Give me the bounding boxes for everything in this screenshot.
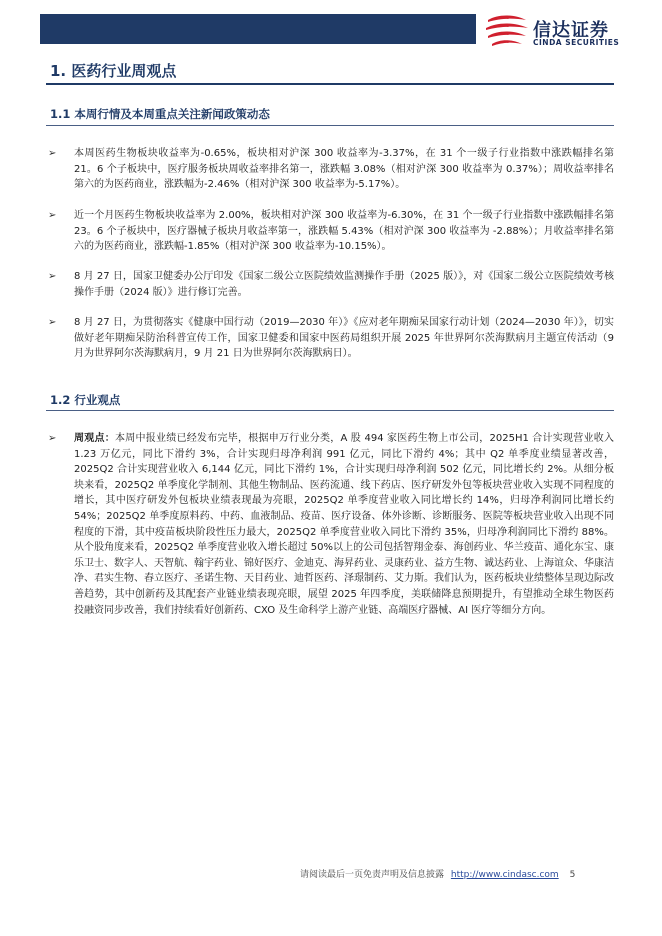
header-band [40,14,476,44]
view-text: 本周中报业绩已经发布完毕，根据申万行业分类，A 股 494 家医药生物上市公司，2025H1 合计实现营业收入 1.23 万亿元，同比下滑约 3%，合计实现归母净利润 991 亿元，同比下滑约 4%；其中 Q2 单季度业绩显著改善，2025Q2 合计实现营业收入 6,144 亿元，同比下滑约 1%，合计实现归母净利润 502 亿元，同比增长约 2%。从细分板块来看，2025Q2 单季度化学制剂、其他生物制品、医药流通、线下药店、医疗研发外包等板块营业收入实现不同程度的增长，其中医疗研发外包板块业绩表现最为亮眼，2025Q2 单季度营业收入同比增长约 14%，归母净利润同比增长约 54%；2025Q2 单季度原料药、中药、血液制品、疫苗、医疗设备、体外诊断、诊断服务、医院等板块营业收入出现不同程度的下滑，其中疫苗板块阶段性压力最大，2025Q2 单季度营业收入同比下滑约 35%，归母净利润同比下滑约 88%。从个股角度来看，2025Q2 单季度营业收入增长超过 50%以上的公司包括智翔金泰、海创药业、华兰疫苗、通化东宝、康乐卫士、数字人、天智航、翰宇药业、锦好医疗、金迪克、海昇药业、灵康药业、益方生物、诚达药业、上海谊众、华康洁净、君实生物、舂立医疗、圣诺生物、天目药业、迪哲医药、泽璟制药、艾力斯。我们认为，医药板块业绩整体呈现边际改善趋势，其中创新药及其配套产业链业绩表现亮眼，展望 2025 年四季度，美联储降息预期提升，有望推动全球生物医药投融资同步改善，我们持续看好创新药、CXO 及生命科学上游产业链、高端医疗器械、AI 医疗等细分方向。 [74,433,615,616]
logo-text-cn: 信达证券 [533,20,609,41]
subsection-rule-view [46,410,614,411]
section-title-rule [46,83,614,85]
arrow-bullet-icon: ➢ [48,317,57,328]
section-title: 1. 医药行业周观点 [50,62,177,80]
footer [300,867,575,880]
weekly-paragraph-2: 近一个月医药生物板块收益率为 2.00%，板块相对沪深 300 收益率为-6.30%，在 31 个一级子行业指数中涨跌幅排名第 23。6 个子板块中，医疗器械子板块月收益率第一，涨跌幅 5.43%（相对沪深 300 收益率为 -2.88%）；月收益率排名第六的为医药商业，涨跌幅-1.85%（相对沪深 300 收益率为-10.15%）。 [74,210,614,253]
arrow-bullet-icon: ➢ [48,433,57,444]
weekly-paragraph-3: 8 月 27 日，国家卫健委办公厅印发《国家二级公立医院绩效监测操作手册（2025 版）》，对《国家二级公立医院绩效考核操作手册（2024 版）》进行修订完善。 [74,271,614,298]
arrow-bullet-icon: ➢ [48,210,57,221]
view-label: 周观点： [74,433,116,444]
subsection-title-weekly: 1.1 本周行情及本周重点关注新闻政策动态 [50,107,270,121]
logo-text-en: CINDA SECURITIES [533,38,620,47]
industry-view-paragraph [74,431,614,618]
subsection-rule-weekly [46,125,614,126]
page-number: 5 [569,870,576,880]
footer-disclaimer: 请阅读最后一页免责声明及信息披露 [300,870,445,880]
cinda-logo [484,12,624,52]
weekly-paragraph-4: 8 月 27 日，为贯彻落实《健康中国行动（2019—2030 年）》《应对老年期痴呆国家行动计划（2024—2030 年）》，切实做好老年期痴呆防治科普宣传工作，国家卫健委和国家中医药局组织开展 2025 年世界阿尔茨海默病月主题宣传活动（9 月为世界阿尔茨海默病月，9 月 21 日为世界阿尔茨海默病日）。 [74,317,614,360]
subsection-title-view: 1.2 行业观点 [50,393,121,407]
weekly-paragraph-1: 本周医药生物板块收益率为-0.65%，板块相对沪深 300 收益率为-3.37%，在 31 个一级子行业指数中涨跌幅排名第 21。6 个子板块中，医疗服务板块周收益率排名第一，涨跌幅 3.08%（相对沪深 300 收益率为 0.37%）；周收益率排名第六的为医药商业，涨跌幅为-2.46%（相对沪深 300 收益率为-5.17%）。 [74,148,614,191]
cinda-logo-icon [484,12,530,52]
arrow-bullet-icon: ➢ [48,148,57,159]
arrow-bullet-icon: ➢ [48,271,57,282]
footer-link[interactable]: http://www.cindasc.com [450,870,559,880]
